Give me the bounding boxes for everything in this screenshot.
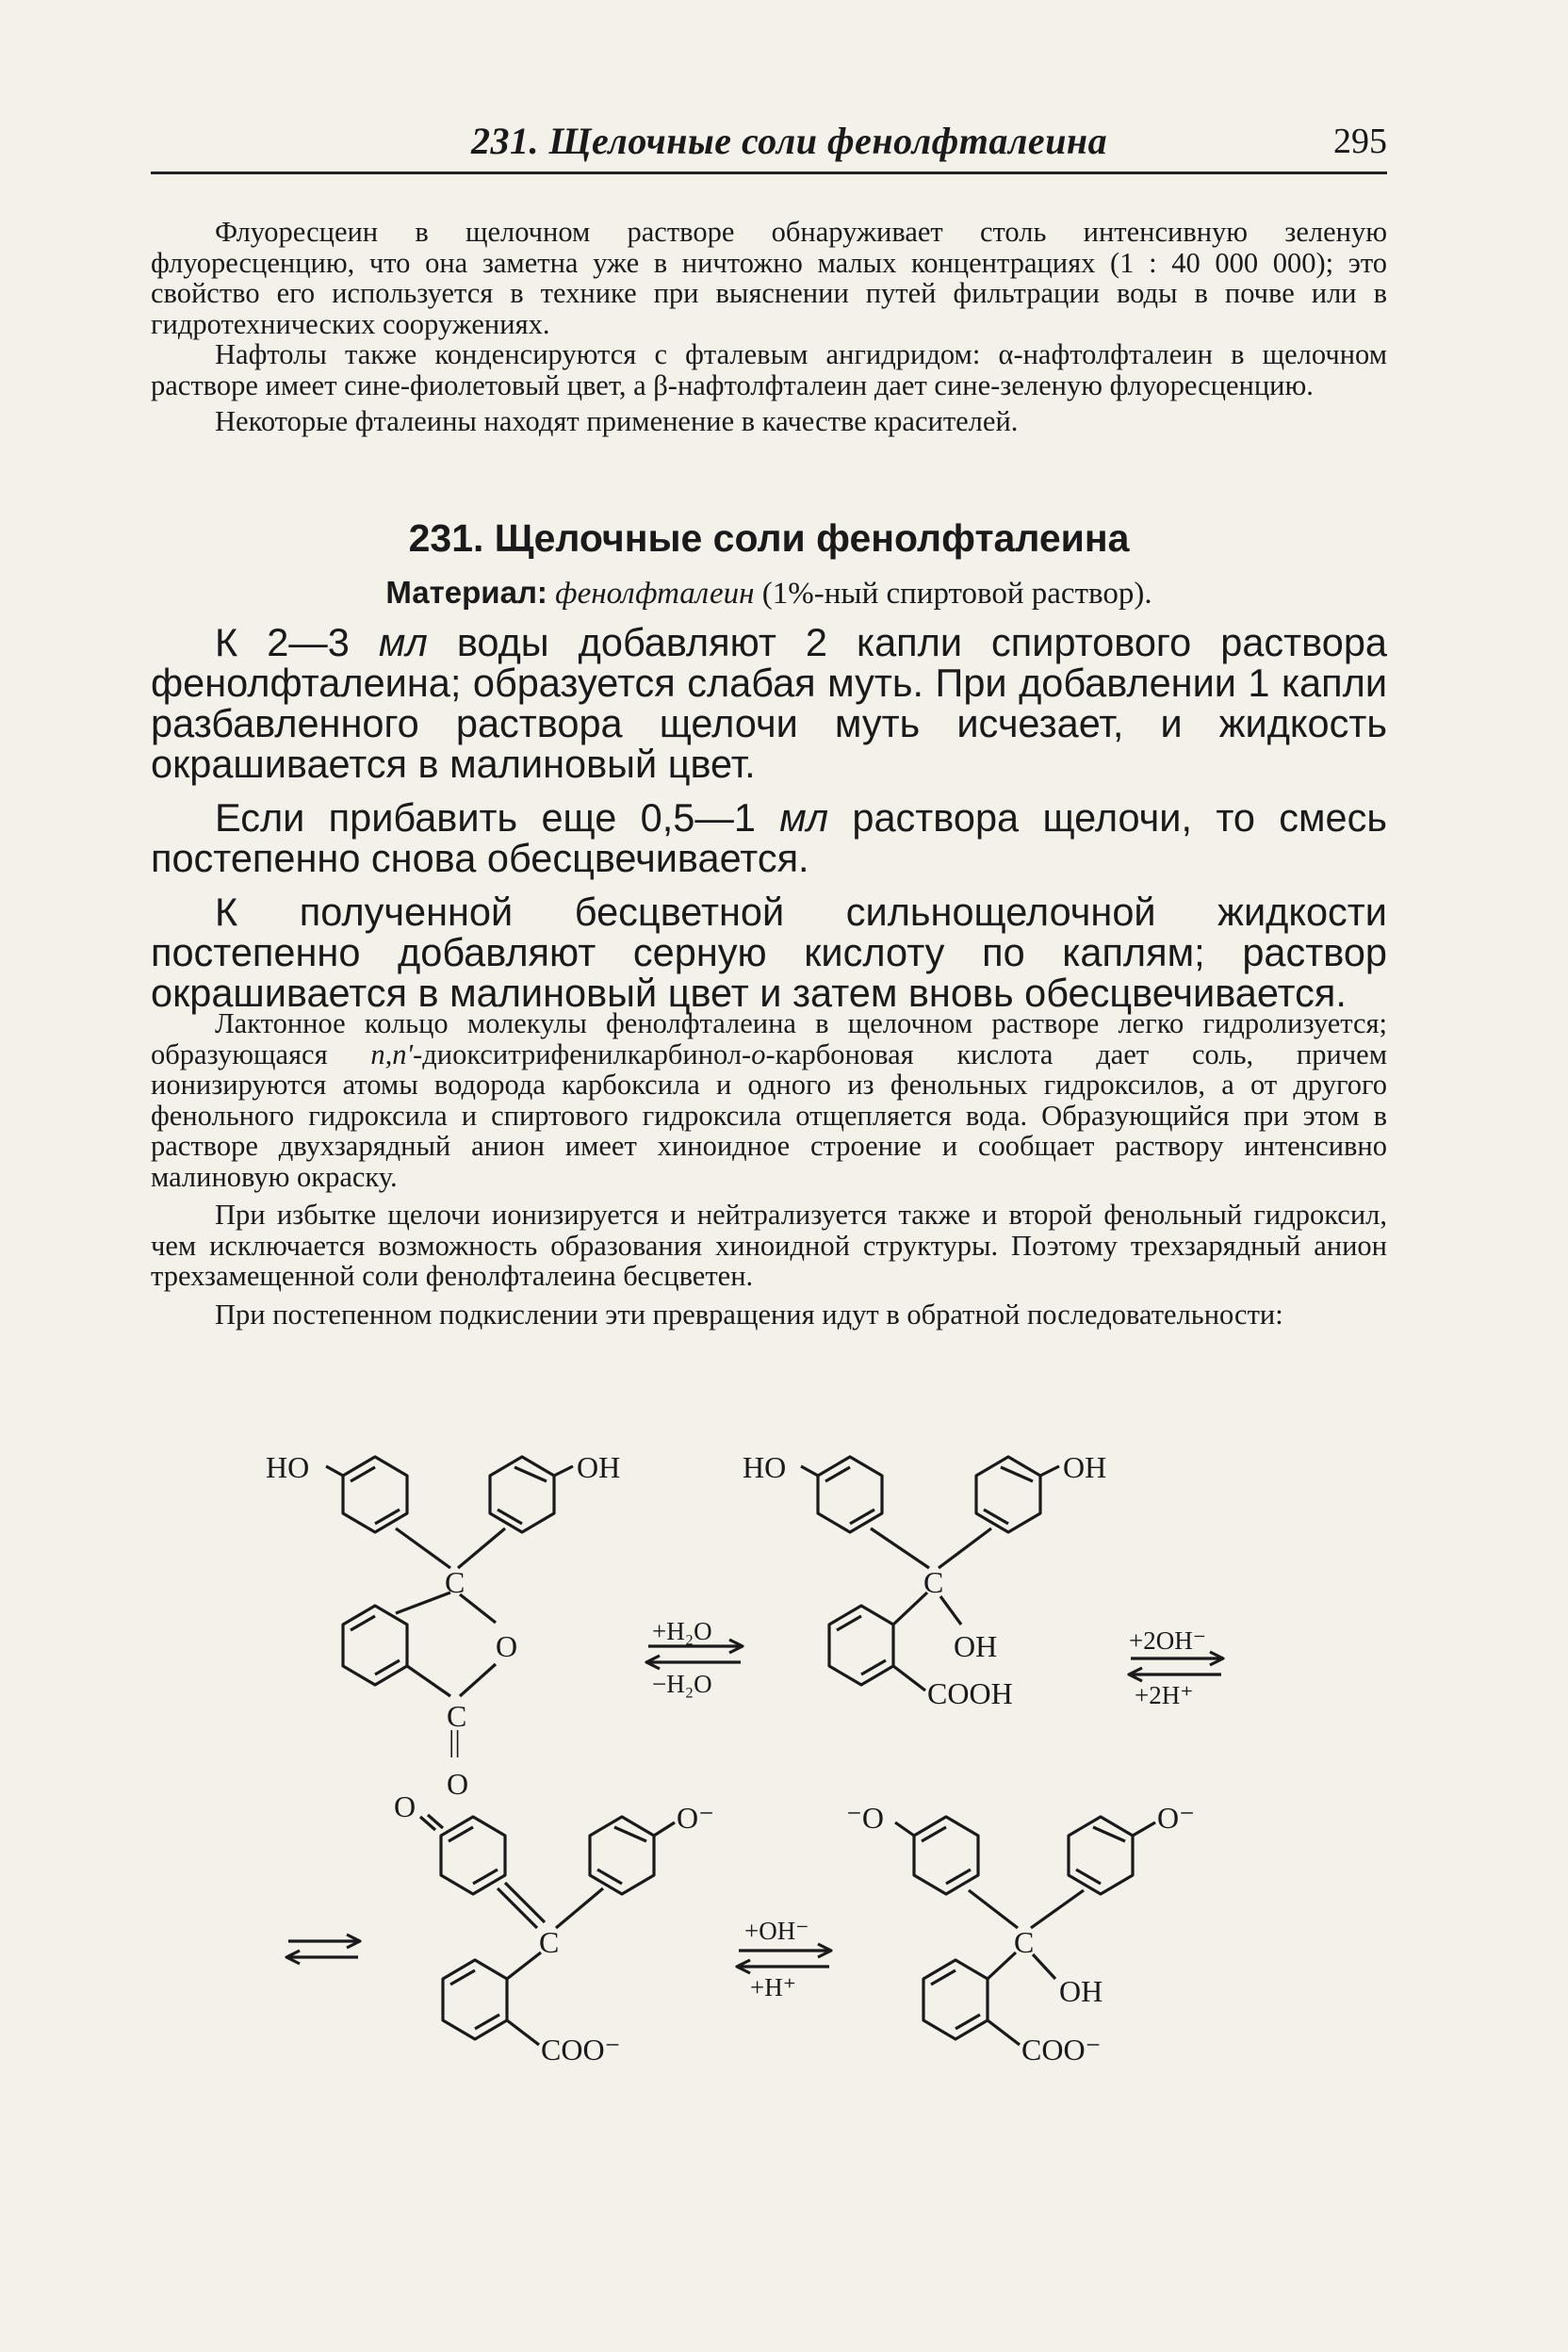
arrow1-top-label: +H₂O — [652, 1617, 712, 1645]
label-oh: OH — [1059, 1974, 1103, 2008]
arrow2-top-label: +2OH⁻ — [1129, 1626, 1206, 1655]
phenol-ring — [818, 1457, 882, 1532]
explanation-acidification: При постепенном подкислении эти превращения идут в обратной последовательности: — [215, 1298, 1283, 1331]
label-central-c: C — [1014, 1925, 1035, 1959]
equilibrium-arrow-3 — [737, 1944, 831, 1973]
label-carboxylate: COO⁻ — [541, 2033, 621, 2066]
structure-lactone — [326, 1457, 573, 1696]
arrow2-bottom-label: +2H⁺ — [1135, 1681, 1194, 1709]
label-ketone-o: O — [394, 1789, 416, 1823]
paragraph-naphthols: Нафтолы также конденсируются с фталевым ангидридом: α-нафтолфталеин в щелочном растворе имеет сине-фиолетовый цвет, а β-нафтолфталеин дает сине-зеленую флуоресценцию. — [151, 338, 1387, 401]
phenoxide-ring — [914, 1817, 978, 1894]
procedure-text — [151, 622, 1387, 1013]
explanation-excess-alkali: При избытке щелочи ионизируется и нейтрализуется также и второй фенольный гидроксил, чем исключается возможность образования хиноидной структуры. Поэтому трехзарядный анион трехзамещенной соли фенолфталеина бесцветен. — [151, 1199, 1387, 1292]
label-central-c: C — [445, 1565, 466, 1599]
explanation-lactone: Лактонное кольцо молекулы фенолфталеина в щелочном растворе легко гидролизуется; образующаяся n,n'-диокситрифенилкарбинол-o-карбоновая кислота дает соль, причем ионизируются атомы водорода карбоксила и одного из фенольных гидроксилов, а от другого фенольного гидроксила и спиртового гидроксила отщепляется вода. Образующийся при этом в растворе двухзарядный анион имеет хиноидное строение и сообщает раствору интенсивно малиновую окраску. — [151, 1007, 1387, 1193]
procedure-step-1: К 2—3 мл воды добавляют 2 капли спиртового раствора фенолфталеина; образуется слабая муть. При добавлении 1 капли разбавленного раствора щелочи муть исчезает, и жидкость окрашивается в малиновый цвет. — [151, 620, 1387, 786]
section-title: 231. Щелочные соли фенолфталеина — [408, 516, 1130, 560]
label-oh-center: OH — [954, 1629, 998, 1663]
phenoxide-ring — [1069, 1817, 1133, 1894]
label-oh: OH — [1063, 1450, 1107, 1484]
benzene-ring — [443, 1960, 507, 2039]
equilibrium-arrow-2 — [1129, 1652, 1223, 1681]
material-note: (1%-ный спиртовой раствор). — [761, 577, 1152, 611]
running-head — [151, 119, 1387, 166]
label-ho: HO — [743, 1450, 787, 1484]
structure-trianion — [895, 1817, 1155, 2045]
label-carbonyl-c: C — [447, 1699, 467, 1733]
phenol-ring — [490, 1457, 554, 1532]
label-central-c: C — [539, 1925, 560, 1959]
label-carboxylate: COO⁻ — [1021, 2033, 1102, 2066]
paragraph-phthaleins: Некоторые фталеины находят применение в качестве красителей. — [215, 405, 1019, 437]
material-line — [151, 575, 1387, 612]
arrow3-top-label: +OH⁻ — [744, 1917, 809, 1945]
paragraph-fluorescein: Флуоресцеин в щелочном растворе обнаруживает столь интенсивную зеленую флуоресценцию, что она заметна уже в ничтожно малых концентрациях (1 : 40 000 000); это свойство его используется в технике при выяснении путей фильтрации воды в почве или в гидротехнических сооружениях. — [151, 216, 1387, 340]
material-substance: фенолфталеин — [555, 577, 755, 611]
benzene-ring — [343, 1606, 407, 1685]
label-oh: OH — [577, 1450, 621, 1484]
structure-carbinol — [801, 1457, 1059, 1690]
phenol-ring — [976, 1457, 1040, 1532]
explanation-text — [151, 1008, 1387, 1330]
label-double-bond: || — [449, 1723, 461, 1757]
label-carbonyl-o: O — [447, 1767, 469, 1801]
label-ring-o: O — [496, 1629, 518, 1663]
intro-text — [151, 217, 1387, 437]
label-central-c: C — [923, 1565, 944, 1599]
procedure-step-3: К полученной бесцветной сильнощелочной жидкости постепенно добавляют серную кислоту по каплям; раствор окрашивается в малиновый цвет и затем вновь обесцвечивается. — [151, 890, 1387, 1015]
structure-quinoid — [420, 1815, 675, 2045]
running-title: 231. Щелочные соли фенолфталеина — [471, 120, 1108, 162]
arrow1-bottom-label: −H₂O — [652, 1670, 712, 1698]
equilibrium-arrow-1 — [646, 1640, 743, 1669]
label-ho: HO — [266, 1450, 310, 1484]
label-phenoxide-o-right: O⁻ — [1157, 1801, 1195, 1835]
arrow3-bottom-label: +H⁺ — [750, 1973, 796, 2001]
header-rule — [151, 172, 1387, 174]
procedure-step-2: Если прибавить еще 0,5—1 мл раствора щелочи, то смесь постепенно снова обесцвечивается. — [151, 795, 1387, 880]
phenol-ring — [343, 1457, 407, 1532]
benzene-ring — [923, 1960, 988, 2039]
equilibrium-arrow-left — [286, 1935, 360, 1964]
page-number: 295 — [1333, 122, 1387, 161]
label-phenoxide-o: O⁻ — [677, 1801, 714, 1835]
quinoid-ring — [441, 1817, 505, 1894]
phenoxide-ring — [590, 1817, 654, 1894]
label-cooh: COOH — [927, 1676, 1013, 1710]
material-label: Материал: — [385, 575, 547, 610]
label-phenoxide-o-left: ⁻O — [846, 1801, 884, 1835]
benzene-ring — [829, 1606, 893, 1685]
